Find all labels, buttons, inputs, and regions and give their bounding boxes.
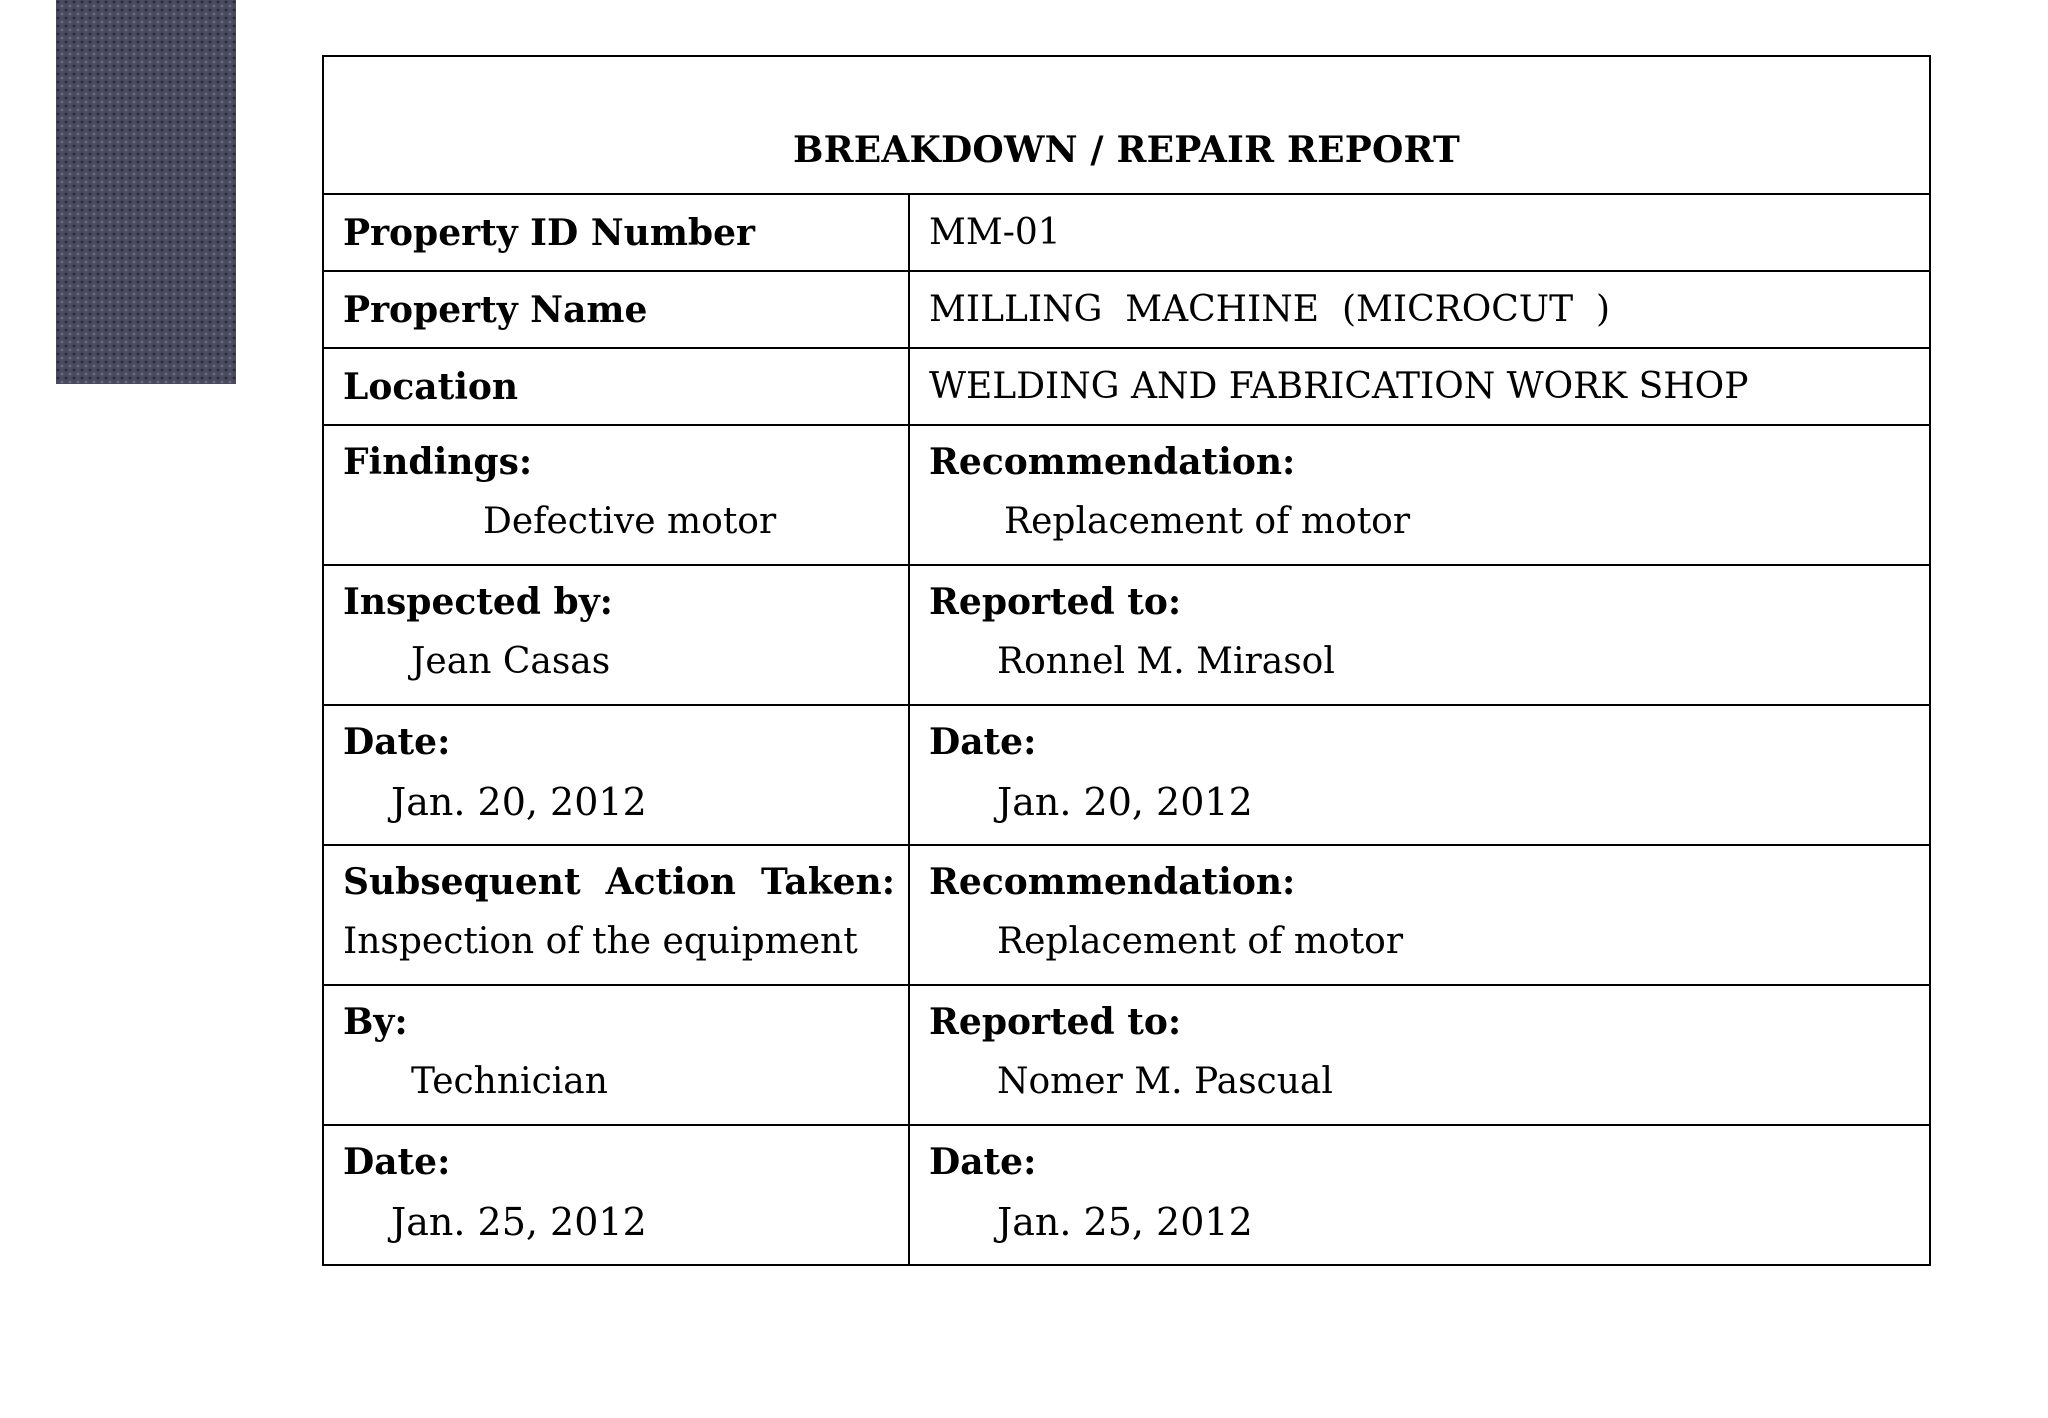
recommendation-cell-2 (909, 845, 1930, 985)
recommendation-cell-1 (909, 425, 1930, 565)
location-label: Location (343, 365, 519, 408)
location-value: WELDING AND FABRICATION WORK SHOP (929, 365, 1749, 407)
breakdown-repair-report-table (322, 55, 1931, 1266)
property-id-label-cell (323, 194, 909, 271)
date-cell-1 (323, 705, 909, 845)
date-cell-2 (909, 705, 1930, 845)
decorative-pattern-strip (56, 0, 236, 384)
reported-to-value-2: Nomer M. Pascual (997, 1061, 1333, 1102)
report-title: BREAKDOWN / REPAIR REPORT (792, 129, 1461, 171)
date-cell-4 (909, 1125, 1930, 1265)
reported-to-value-1: Ronnel M. Mirasol (997, 641, 1335, 682)
inspected-by-label: Inspected by: (343, 581, 613, 623)
property-id-label: Property ID Number (343, 211, 755, 254)
reported-to-cell-1 (909, 565, 1930, 705)
property-id-value-cell (909, 194, 1930, 271)
property-name-value: MILLING MACHINE (MICROCUT ) (929, 288, 1611, 330)
recommendation-value-1: Replacement of motor (1004, 501, 1411, 542)
by-label: By: (343, 1001, 408, 1043)
property-name-label: Property Name (343, 288, 648, 331)
location-label-cell (323, 348, 909, 425)
date-value-4: Jan. 25, 2012 (997, 1200, 1253, 1244)
property-id-value: MM-01 (929, 211, 1061, 253)
date-label-2: Date: (929, 721, 1037, 763)
findings-label: Findings: (343, 441, 533, 483)
recommendation-label-2: Recommendation: (929, 861, 1296, 903)
reported-to-cell-2 (909, 985, 1930, 1125)
date-label-4: Date: (929, 1141, 1037, 1183)
date-label-3: Date: (343, 1141, 451, 1183)
subsequent-action-value: Inspection of the equipment (343, 921, 858, 962)
date-value-1: Jan. 20, 2012 (391, 780, 647, 824)
reported-to-label-1: Reported to: (929, 581, 1182, 623)
date-label-1: Date: (343, 721, 451, 763)
property-name-value-cell (909, 271, 1930, 348)
date-cell-3 (323, 1125, 909, 1265)
date-value-3: Jan. 25, 2012 (391, 1200, 647, 1244)
recommendation-value-2: Replacement of motor (997, 921, 1404, 962)
recommendation-label-1: Recommendation: (929, 441, 1296, 483)
subsequent-action-cell (323, 845, 909, 985)
by-value: Technician (411, 1061, 608, 1102)
reported-to-label-2: Reported to: (929, 1001, 1182, 1043)
location-value-cell (909, 348, 1930, 425)
findings-cell (323, 425, 909, 565)
date-value-2: Jan. 20, 2012 (997, 780, 1253, 824)
findings-value: Defective motor (483, 501, 777, 542)
inspected-by-value: Jean Casas (411, 641, 611, 682)
property-name-label-cell (323, 271, 909, 348)
inspected-by-cell (323, 565, 909, 705)
subsequent-action-label: Subsequent Action Taken: (343, 861, 896, 903)
report-title-cell (323, 56, 1930, 194)
by-cell (323, 985, 909, 1125)
